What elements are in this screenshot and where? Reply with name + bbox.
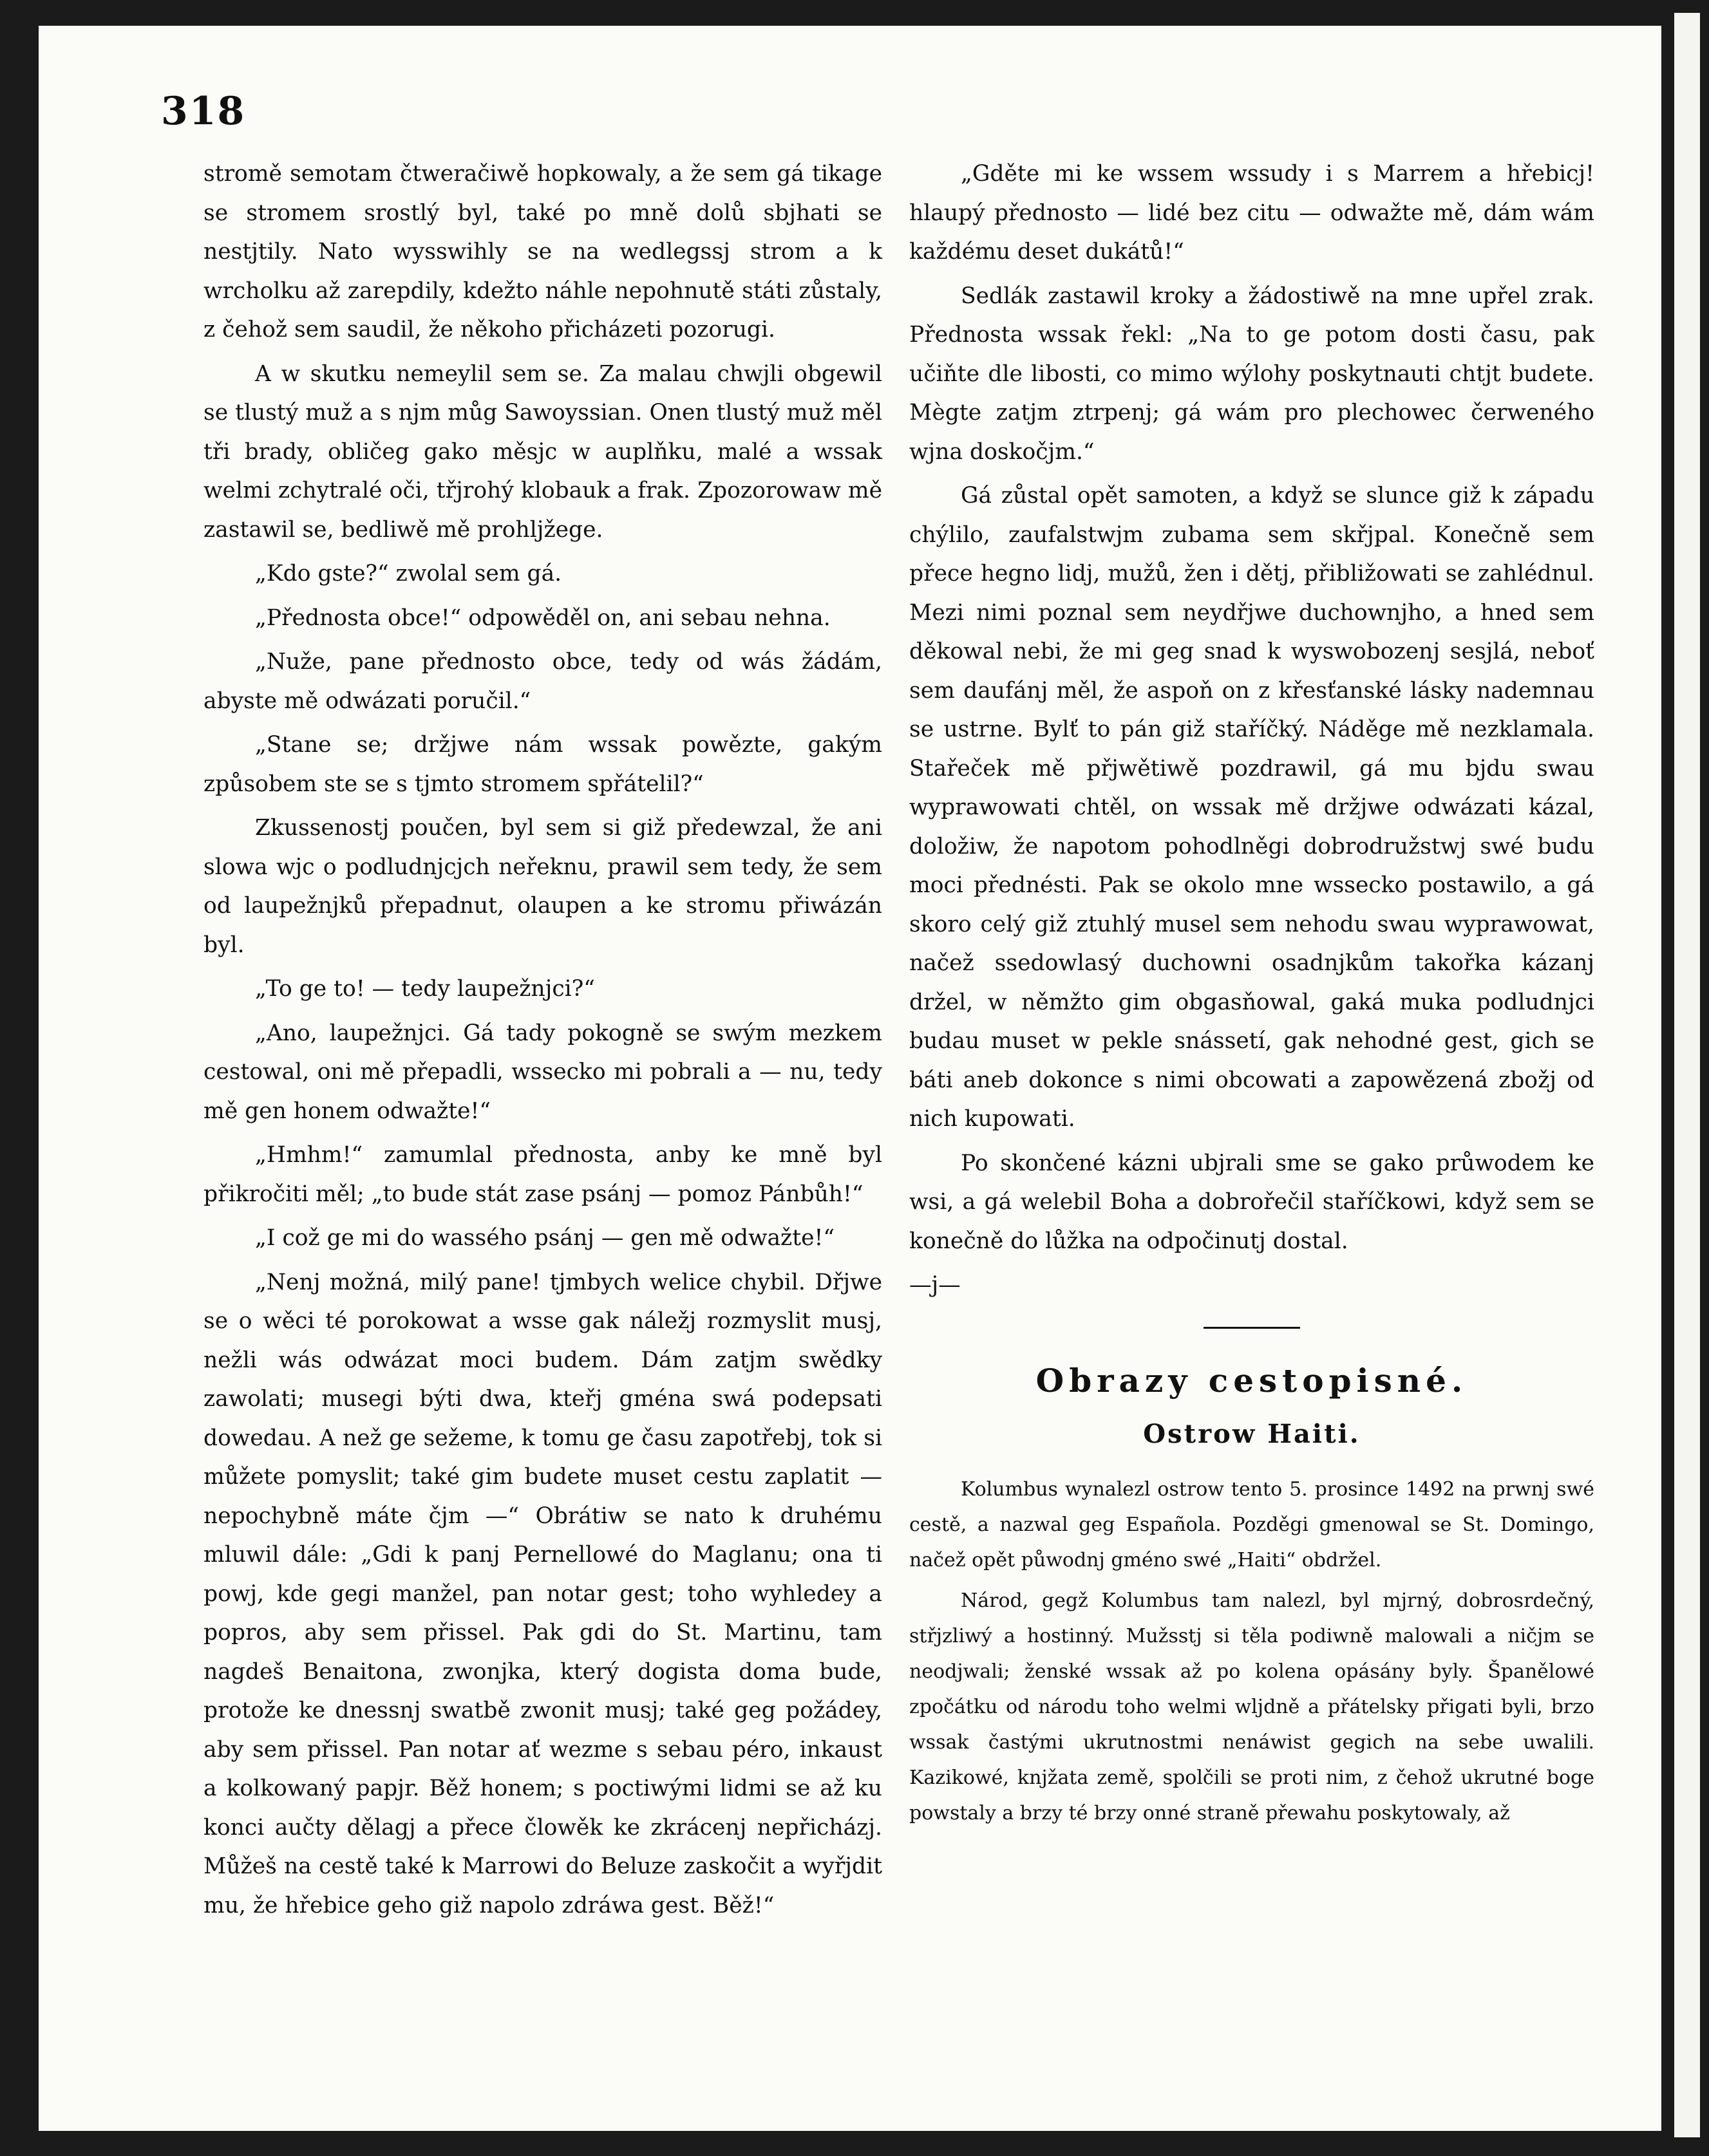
paragraph: stromě semotam čtweračiwě hopkowaly, a že sem gá tikage se stromem srostlý byl, také po mně dolů sbjhati se nestjtily. Nato wysswihly se na wedlegssj strom a k wrcholku až zarepdily, kdežto náhle nepohnutě státi zůstaly, z čehož sem saudil, že někoho přicházeti pozorugi. xyxy=(203,161,882,342)
left-column xyxy=(203,155,882,1930)
section-divider xyxy=(1204,1327,1300,1329)
paragraph: Sedlák zastawil kroky a žádostiwě na mne upřel zrak. Přednosta wssak řekl: „Na to ge potom dosti času, pak učiňte dle libosti, co mimo wýlohy poskytnauti chtjt budete. Mègte zatjm ztrpenj; gá wám pro plechowec čerweného wjna doskočjm.“ xyxy=(909,283,1594,465)
right-column xyxy=(909,155,1594,1836)
section-title: Obrazy cestopisné. xyxy=(1035,1361,1468,1400)
paragraph: „Stane se; držjwe nám wssak powězte, gakým způsobem ste se s tjmto stromem spřátelil?“ xyxy=(203,732,882,797)
paragraph: „Hmhm!“ zamumlal přednosta, anby ke mně byl přikročiti měl; „to bude stát zase psánj — pomoz Pánbůh!“ xyxy=(203,1142,882,1207)
paragraph: „Ano, laupežnjci. Gá tady pokogně se swým mezkem cestowal, oni mě přepadli, wssecko mi pobrali a — nu, tedy mě gen honem odwažte!“ xyxy=(203,1020,882,1124)
author-signature: —j— xyxy=(909,1272,961,1298)
paragraph: Zkussenostj poučen, byl sem si giž předewzal, že ani slowa wjc o podludnjcjch neřeknu, prawil sem tedy, že sem od laupežnjků přepadnut, olaupen a ke stromu přiwázán byl. xyxy=(203,815,882,958)
paragraph: A w skutku nemeylil sem se. Za malau chwjli obgewil se tlustý muž a s njm můg Sawoyssian. Onen tlustý muž měl tři brady, obličeg gako měsjc w auplňku, malé a wssak welmi zchytralé oči, třjrohý klobauk a frak. Zpozorowaw mě zastawil se, bedliwě mě prohljžege. xyxy=(203,361,882,543)
paragraph: „I což ge mi do wassého psánj — gen mě odwažte!“ xyxy=(255,1225,835,1251)
paragraph: Po skončené kázni ubjrali sme se gako průwodem ke wsi, a gá welebil Boha a dobrořečil staříčkowi, když sem se konečně do lůžka na odpočinutj dostal. xyxy=(909,1150,1594,1254)
section-subtitle: Ostrow Haiti. xyxy=(1143,1418,1361,1449)
right-column-story xyxy=(909,155,1594,1261)
paragraph: „To ge to! — tedy laupežnjci?“ xyxy=(255,976,595,1002)
paragraph: „Přednosta obce!“ odpowěděl on, ani sebau nehna. xyxy=(255,605,831,631)
adjacent-page-edge xyxy=(1674,13,1700,2137)
paragraph: Národ, gegž Kolumbus tam nalezl, byl mjrný, dobrosrdečný, střjzliwý a hostinný. Mužsstj si těla podiwně malowali a ničjm se neodjwali; ženské wssak až po kolena opásány byly. Španělowé zpočátku od národu toho welmi wljdně a přátelsky přigati byli, brzo wssak častými ukrutnostmi nenáwist gegich na sebe uwalili. Kazikowé, knjžata země, spolčili se proti nim, z čehož ukrutné boge powstaly a brzy té brzy onné straně přewahu poskytowaly, až xyxy=(909,1589,1594,1824)
paragraph: „Gděte mi ke wssem wssudy i s Marrem a hřebicj! hlaupý přednosto — lidé bez citu — odwažte mě, dám wám každému deset dukátů!“ xyxy=(909,161,1594,265)
paragraph: „Kdo gste?“ zwolal sem gá. xyxy=(255,561,562,586)
paragraph: Kolumbus wynalezl ostrow tento 5. prosince 1492 na prwnj swé cestě, a nazwal geg Española. Pozděgi gmenowal se St. Domingo, načež opět půwodnj gméno swé „Haiti“ obdržel. xyxy=(909,1477,1594,1571)
paragraph: Gá zůstal opět samoten, a když se slunce giž k západu chýlilo, zaufalstwjm zubama sem skřjpal. Konečně sem přece hegno lidj, mužů, žen i dětj, přibližowati se zahlédnul. Mezi nimi poznal sem neydřjwe duchownjho, a hned sem děkowal nebi, že mi geg snad k wyswobozenj sesjlá, neboť sem daufánj měl, že aspoň on z křesťanské lásky nademnau se ustrne. Bylť to pán giž staříčký. Náděge mě nezklamala. Stařeček mě přjwětiwě pozdrawil, gá mu bjdu swau wyprawowati chtěl, on wssak mě držjwe odwázati kázal, doložiw, že napotom pohodlněgi dobrodružstwj swé budu moci přednésti. Pak se okolo mne wssecko postawilo, a gá skoro celý giž ztuhlý musel sem nehodu swau wyprawowat, načež ssedowlasý duchowni osadnjkům takořka kázanj držel, w němžto gim obgasňowal, gaká muka podludnjci budau muset w pekle snássetí, gak nehodné gest, gich se báti aneb dokonce s nimi obcowati a zapowězená zbožj od nich kupowati. xyxy=(909,483,1594,1132)
section-text xyxy=(909,1472,1594,1831)
paragraph: „Nuže, pane přednosto obce, tedy od wás žádám, abyste mě odwázati poručil.“ xyxy=(203,649,882,714)
page-number: 318 xyxy=(161,89,246,134)
paragraph: „Nenj možná, milý pane! tjmbych welice chybil. Dřjwe se o wěci té porokowat a wsse gak náležj rozmyslit musj, nežli wás odwázat moci budem. Dám zatjm swědky zawolati; musegi býti dwa, kteřj gména swá podepsati dowedau. A než ge sežeme, k tomu ge času zapotřebj, tok si můžete pomyslit; také gim budete muset cestu zaplatit — nepochybně máte čjm —“ Obrátiw se nato k druhému mluwil dále: „Gdi k panj Pernellowé do Maglanu; ona ti powj, kde gegi manžel, pan notar gest; toho wyhledey a popros, aby sem přissel. Pak gdi do St. Martinu, tam nagdeš Benaitona, zwonjka, který dogista doma bude, protože ke dnessnj swatbě zwonit musj; také geg požádey, aby sem přissel. Pan notar ať wezme s sebau péro, inkaust a kolkowaný papjr. Běž honem; s poctiwými lidmi se až ku konci aučty dělagj a přece člowěk ke zkrácenj nepřicházj. Můžeš na cestě také k Marrowi do Beluze zaskočit a wyřjdit mu, že hřebice geho giž napolo zdráwa gest. Běž!“ xyxy=(203,1269,882,1918)
